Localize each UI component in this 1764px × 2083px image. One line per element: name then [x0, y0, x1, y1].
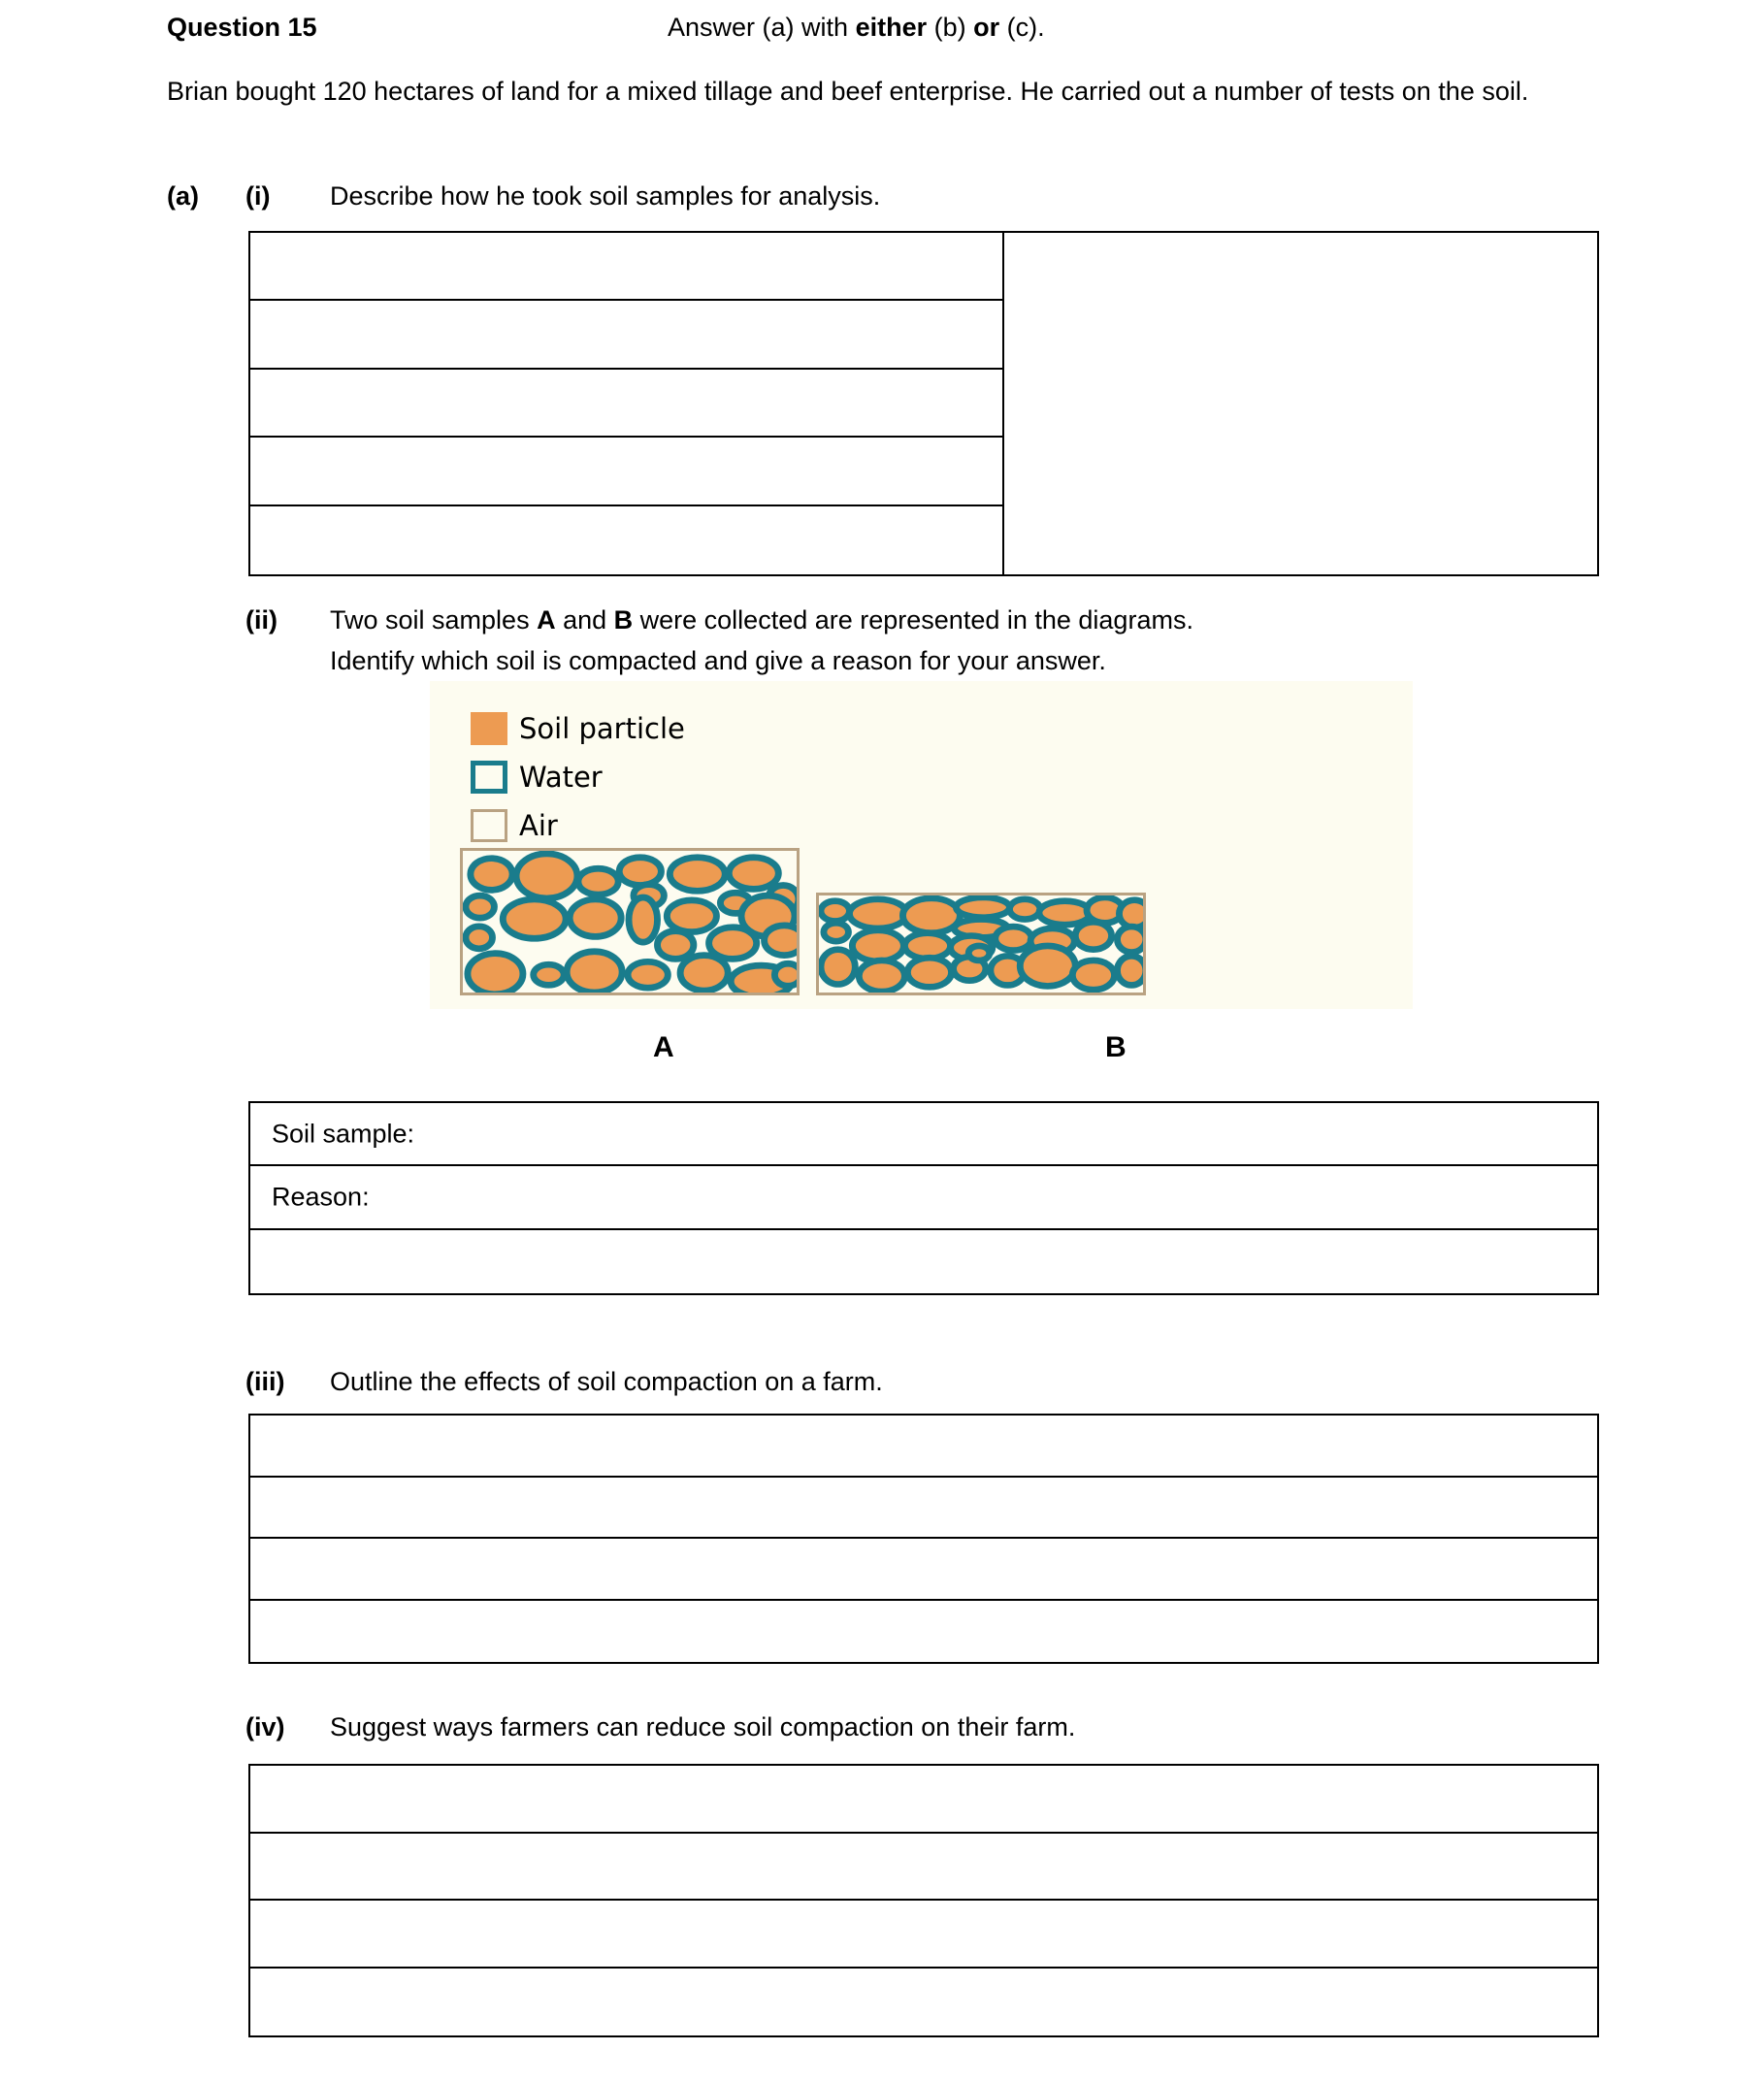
- legend-row-soil-particle: [471, 704, 685, 753]
- reason-field-label: Reason:: [272, 1182, 370, 1212]
- answer-row-reason-continued[interactable]: [250, 1230, 1597, 1293]
- answer-line[interactable]: [250, 233, 1002, 301]
- answer-box-a-ii[interactable]: [248, 1101, 1599, 1295]
- part-a-ii-question-line-1: [330, 601, 1193, 639]
- part-a-label: (a): [167, 181, 199, 211]
- sample-a-reference: A: [537, 605, 556, 635]
- answer-instruction: [668, 8, 1045, 47]
- answer-line[interactable]: [250, 1969, 1597, 2036]
- answer-row-reason[interactable]: [250, 1166, 1597, 1229]
- answer-line[interactable]: [250, 301, 1002, 369]
- soil-sample-a-particles: [463, 851, 797, 993]
- soil-sample-b-diagram: [816, 893, 1146, 995]
- part-a-ii-text-pre: Two soil samples: [330, 605, 538, 635]
- soil-sample-field-label: Soil sample:: [272, 1119, 415, 1149]
- legend-label-water: Water: [519, 761, 603, 794]
- legend-row-water: [471, 753, 685, 801]
- air-swatch-icon: [471, 809, 507, 842]
- legend-label-air: Air: [519, 809, 558, 842]
- soil-sample-a-label: A: [653, 1031, 674, 1063]
- part-a-iv-label: (iv): [245, 1712, 285, 1741]
- soil-diagram-legend: [471, 704, 685, 850]
- answer-line[interactable]: [250, 438, 1002, 505]
- water-swatch-icon: [471, 761, 507, 794]
- part-a-ii-label: (ii): [245, 605, 278, 635]
- answer-instruction-or: or: [973, 13, 1000, 42]
- soil-sample-a-diagram: [460, 848, 800, 995]
- page-title: Question 15: [167, 13, 317, 42]
- part-a-iii-label: (iii): [245, 1367, 285, 1396]
- answer-line[interactable]: [250, 1478, 1597, 1540]
- answer-box-a-i-left-column[interactable]: [250, 233, 1002, 574]
- answer-line[interactable]: [250, 1766, 1597, 1834]
- answer-line[interactable]: [250, 370, 1002, 438]
- answer-line[interactable]: [250, 506, 1002, 574]
- soil-sample-b-particles: [819, 895, 1143, 993]
- part-a-iv-question-text: Suggest ways farmers can reduce soil compaction on their farm.: [330, 1712, 1076, 1741]
- answer-instruction-mid: (b): [927, 13, 974, 42]
- part-a-ii-text-post: were collected are represented in the diagrams.: [633, 605, 1193, 635]
- answer-line[interactable]: [250, 1834, 1597, 1902]
- answer-box-a-i-right-column[interactable]: [1002, 233, 1597, 574]
- answer-instruction-pre: Answer (a) with: [668, 13, 856, 42]
- answer-instruction-either: either: [855, 13, 928, 42]
- legend-row-air: [471, 801, 685, 850]
- answer-row-soil-sample[interactable]: [250, 1103, 1597, 1166]
- answer-line[interactable]: [250, 1901, 1597, 1969]
- answer-line[interactable]: [250, 1539, 1597, 1601]
- part-a-i-label: (i): [245, 181, 271, 211]
- answer-line[interactable]: [250, 1601, 1597, 1663]
- sample-b-reference: B: [613, 605, 634, 635]
- intro-paragraph: Brian bought 120 hectares of land for a mixed tillage and beef enterprise. He carried out a number of tests on the soil.: [167, 77, 1529, 106]
- legend-label-soil-particle: Soil particle: [519, 712, 685, 745]
- part-a-iii-question-text: Outline the effects of soil compaction on a farm.: [330, 1367, 883, 1396]
- soil-diagram-panel: [430, 681, 1413, 1009]
- answer-line[interactable]: [250, 1416, 1597, 1478]
- part-a-ii-text-mid: and: [555, 605, 614, 635]
- soil-particle-swatch-icon: [471, 712, 507, 745]
- part-a-ii-question-line-2: Identify which soil is compacted and give a reason for your answer.: [330, 646, 1106, 675]
- answer-instruction-post: (c).: [999, 13, 1045, 42]
- answer-box-a-i[interactable]: [248, 231, 1599, 576]
- answer-box-a-iv[interactable]: [248, 1764, 1599, 2037]
- part-a-i-question-text: Describe how he took soil samples for analysis.: [330, 181, 881, 211]
- soil-sample-b-label: B: [1105, 1031, 1127, 1063]
- answer-box-a-iii[interactable]: [248, 1414, 1599, 1664]
